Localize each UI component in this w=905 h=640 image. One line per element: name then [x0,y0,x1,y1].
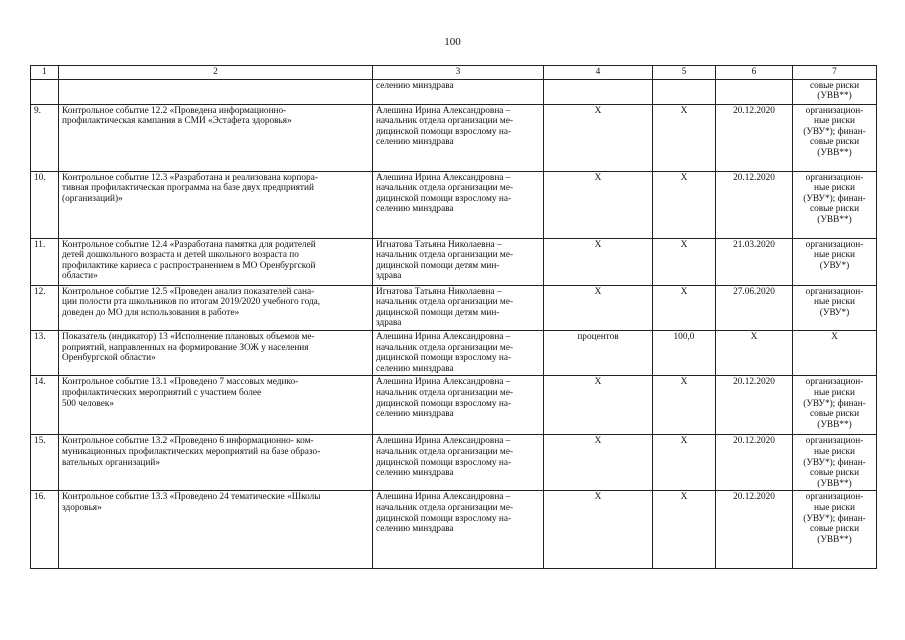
date-cell: 20.12.2020 [716,491,793,569]
row-number-cell [31,79,59,104]
value-cell: Х [653,238,716,285]
responsible-cell: Алешина Ирина Александровна – начальник отдела организации ме- дицинской помощи взрослому на- селению минздрава [373,104,544,171]
value-cell: Х [653,285,716,330]
responsible-cell: Игнатова Татьяна Николаевна – начальник отдела организации ме- дицинской помощи детям мин- здрава [373,285,544,330]
value-cell: Х [653,171,716,238]
event-cell: Контрольное событие 13.1 «Проведено 7 массовых медико- профилактических мероприятий с участием более 500 человек» [59,376,373,435]
responsible-cell: Алешина Ирина Александровна – начальник отдела организации ме- дицинской помощи взрослому на- селению минздрава [373,491,544,569]
unit-cell: Х [544,376,653,435]
value-cell: 100,0 [653,330,716,375]
table-row [31,330,877,375]
column-number: 7 [793,66,877,80]
date-cell [716,79,793,104]
date-cell: 20.12.2020 [716,171,793,238]
responsible-cell: Игнатова Татьяна Николаевна – начальник отдела организации ме- дицинской помощи детям мин- здрава [373,238,544,285]
column-number: 4 [544,66,653,80]
row-number-cell: 16. [31,491,59,569]
responsible-cell: Алешина Ирина Александровна – начальник отдела организации ме- дицинской помощи взрослому на- селению минздрава [373,171,544,238]
risks-cell: организацион- ные риски (УВУ*); финан- совые риски (УВВ**) [793,171,877,238]
responsible-cell: Алешина Ирина Александровна – начальник отдела организации ме- дицинской помощи взрослому на- селению минздрава [373,330,544,375]
row-number-cell: 15. [31,435,59,491]
responsible-cell: Алешина Ирина Александровна – начальник отдела организации ме- дицинской помощи взрослому на- селению минздрава [373,435,544,491]
column-number: 3 [373,66,544,80]
row-number-cell: 11. [31,238,59,285]
column-number: 2 [59,66,373,80]
risks-cell: организацион- ные риски (УВУ*) [793,285,877,330]
table-row [31,238,877,285]
table-row [31,171,877,238]
responsible-cell: Алешина Ирина Александровна – начальник отдела организации ме- дицинской помощи взрослому на- селению минздрава [373,376,544,435]
event-cell: Контрольное событие 13.3 «Проведено 24 тематические «Школы здоровья» [59,491,373,569]
risks-cell: организацион- ные риски (УВУ*); финан- совые риски (УВВ**) [793,491,877,569]
plan-table [30,65,877,569]
responsible-cell: селению минздрава [373,79,544,104]
table-row [31,376,877,435]
value-cell [653,79,716,104]
event-cell: Контрольное событие 12.4 «Разработана памятка для родителей детей дошкольного возраста и детей школьного возраста по профилактике кариеса с распространением в МО Оренбургской области» [59,238,373,285]
date-cell: 20.12.2020 [716,376,793,435]
row-number-cell: 10. [31,171,59,238]
unit-cell: Х [544,238,653,285]
value-cell: Х [653,104,716,171]
unit-cell: Х [544,491,653,569]
event-cell: Показатель (индикатор) 13 «Исполнение плановых объемов ме- роприятий, направленных на формирование ЗОЖ у населения Оренбургской области» [59,330,373,375]
date-cell: 20.12.2020 [716,435,793,491]
column-number-row [31,66,877,80]
column-number: 6 [716,66,793,80]
unit-cell: Х [544,104,653,171]
unit-cell [544,79,653,104]
unit-cell: Х [544,171,653,238]
table-row [31,285,877,330]
event-cell: Контрольное событие 12.5 «Проведен анализ показателей сана- ции полости рта школьников по итогам 2019/2020 учебного года, доведен до МО для использования в работе» [59,285,373,330]
value-cell: Х [653,376,716,435]
unit-cell: Х [544,435,653,491]
unit-cell: Х [544,285,653,330]
continuation-row [31,79,877,104]
event-cell [59,79,373,104]
risks-cell: организацион- ные риски (УВУ*); финан- совые риски (УВВ**) [793,435,877,491]
table-row [31,435,877,491]
event-cell: Контрольное событие 12.3 «Разработана и реализована корпора- тивная профилактическая программа на базе двух предприятий (организаций)» [59,171,373,238]
row-number-cell: 14. [31,376,59,435]
risks-cell: совые риски (УВВ**) [793,79,877,104]
risks-cell: организацион- ные риски (УВУ*) [793,238,877,285]
risks-cell: организацион- ные риски (УВУ*); финан- совые риски (УВВ**) [793,376,877,435]
unit-cell: процентов [544,330,653,375]
page-number: 100 [444,36,461,48]
value-cell: Х [653,491,716,569]
table-row [31,104,877,171]
column-number: 5 [653,66,716,80]
date-cell: 20.12.2020 [716,104,793,171]
table-row [31,491,877,569]
date-cell: Х [716,330,793,375]
event-cell: Контрольное событие 13.2 «Проведено 6 информационно- ком- муникационных профилактических мероприятий на базе образо- вательных организаций» [59,435,373,491]
row-number-cell: 12. [31,285,59,330]
date-cell: 27.06.2020 [716,285,793,330]
row-number-cell: 9. [31,104,59,171]
risks-cell: организацион- ные риски (УВУ*); финан- совые риски (УВВ**) [793,104,877,171]
date-cell: 21.03.2020 [716,238,793,285]
row-number-cell: 13. [31,330,59,375]
column-number: 1 [31,66,59,80]
risks-cell: Х [793,330,877,375]
value-cell: Х [653,435,716,491]
event-cell: Контрольное событие 12.2 «Проведена информационно- профилактическая кампания в СМИ «Эстафета здоровья» [59,104,373,171]
